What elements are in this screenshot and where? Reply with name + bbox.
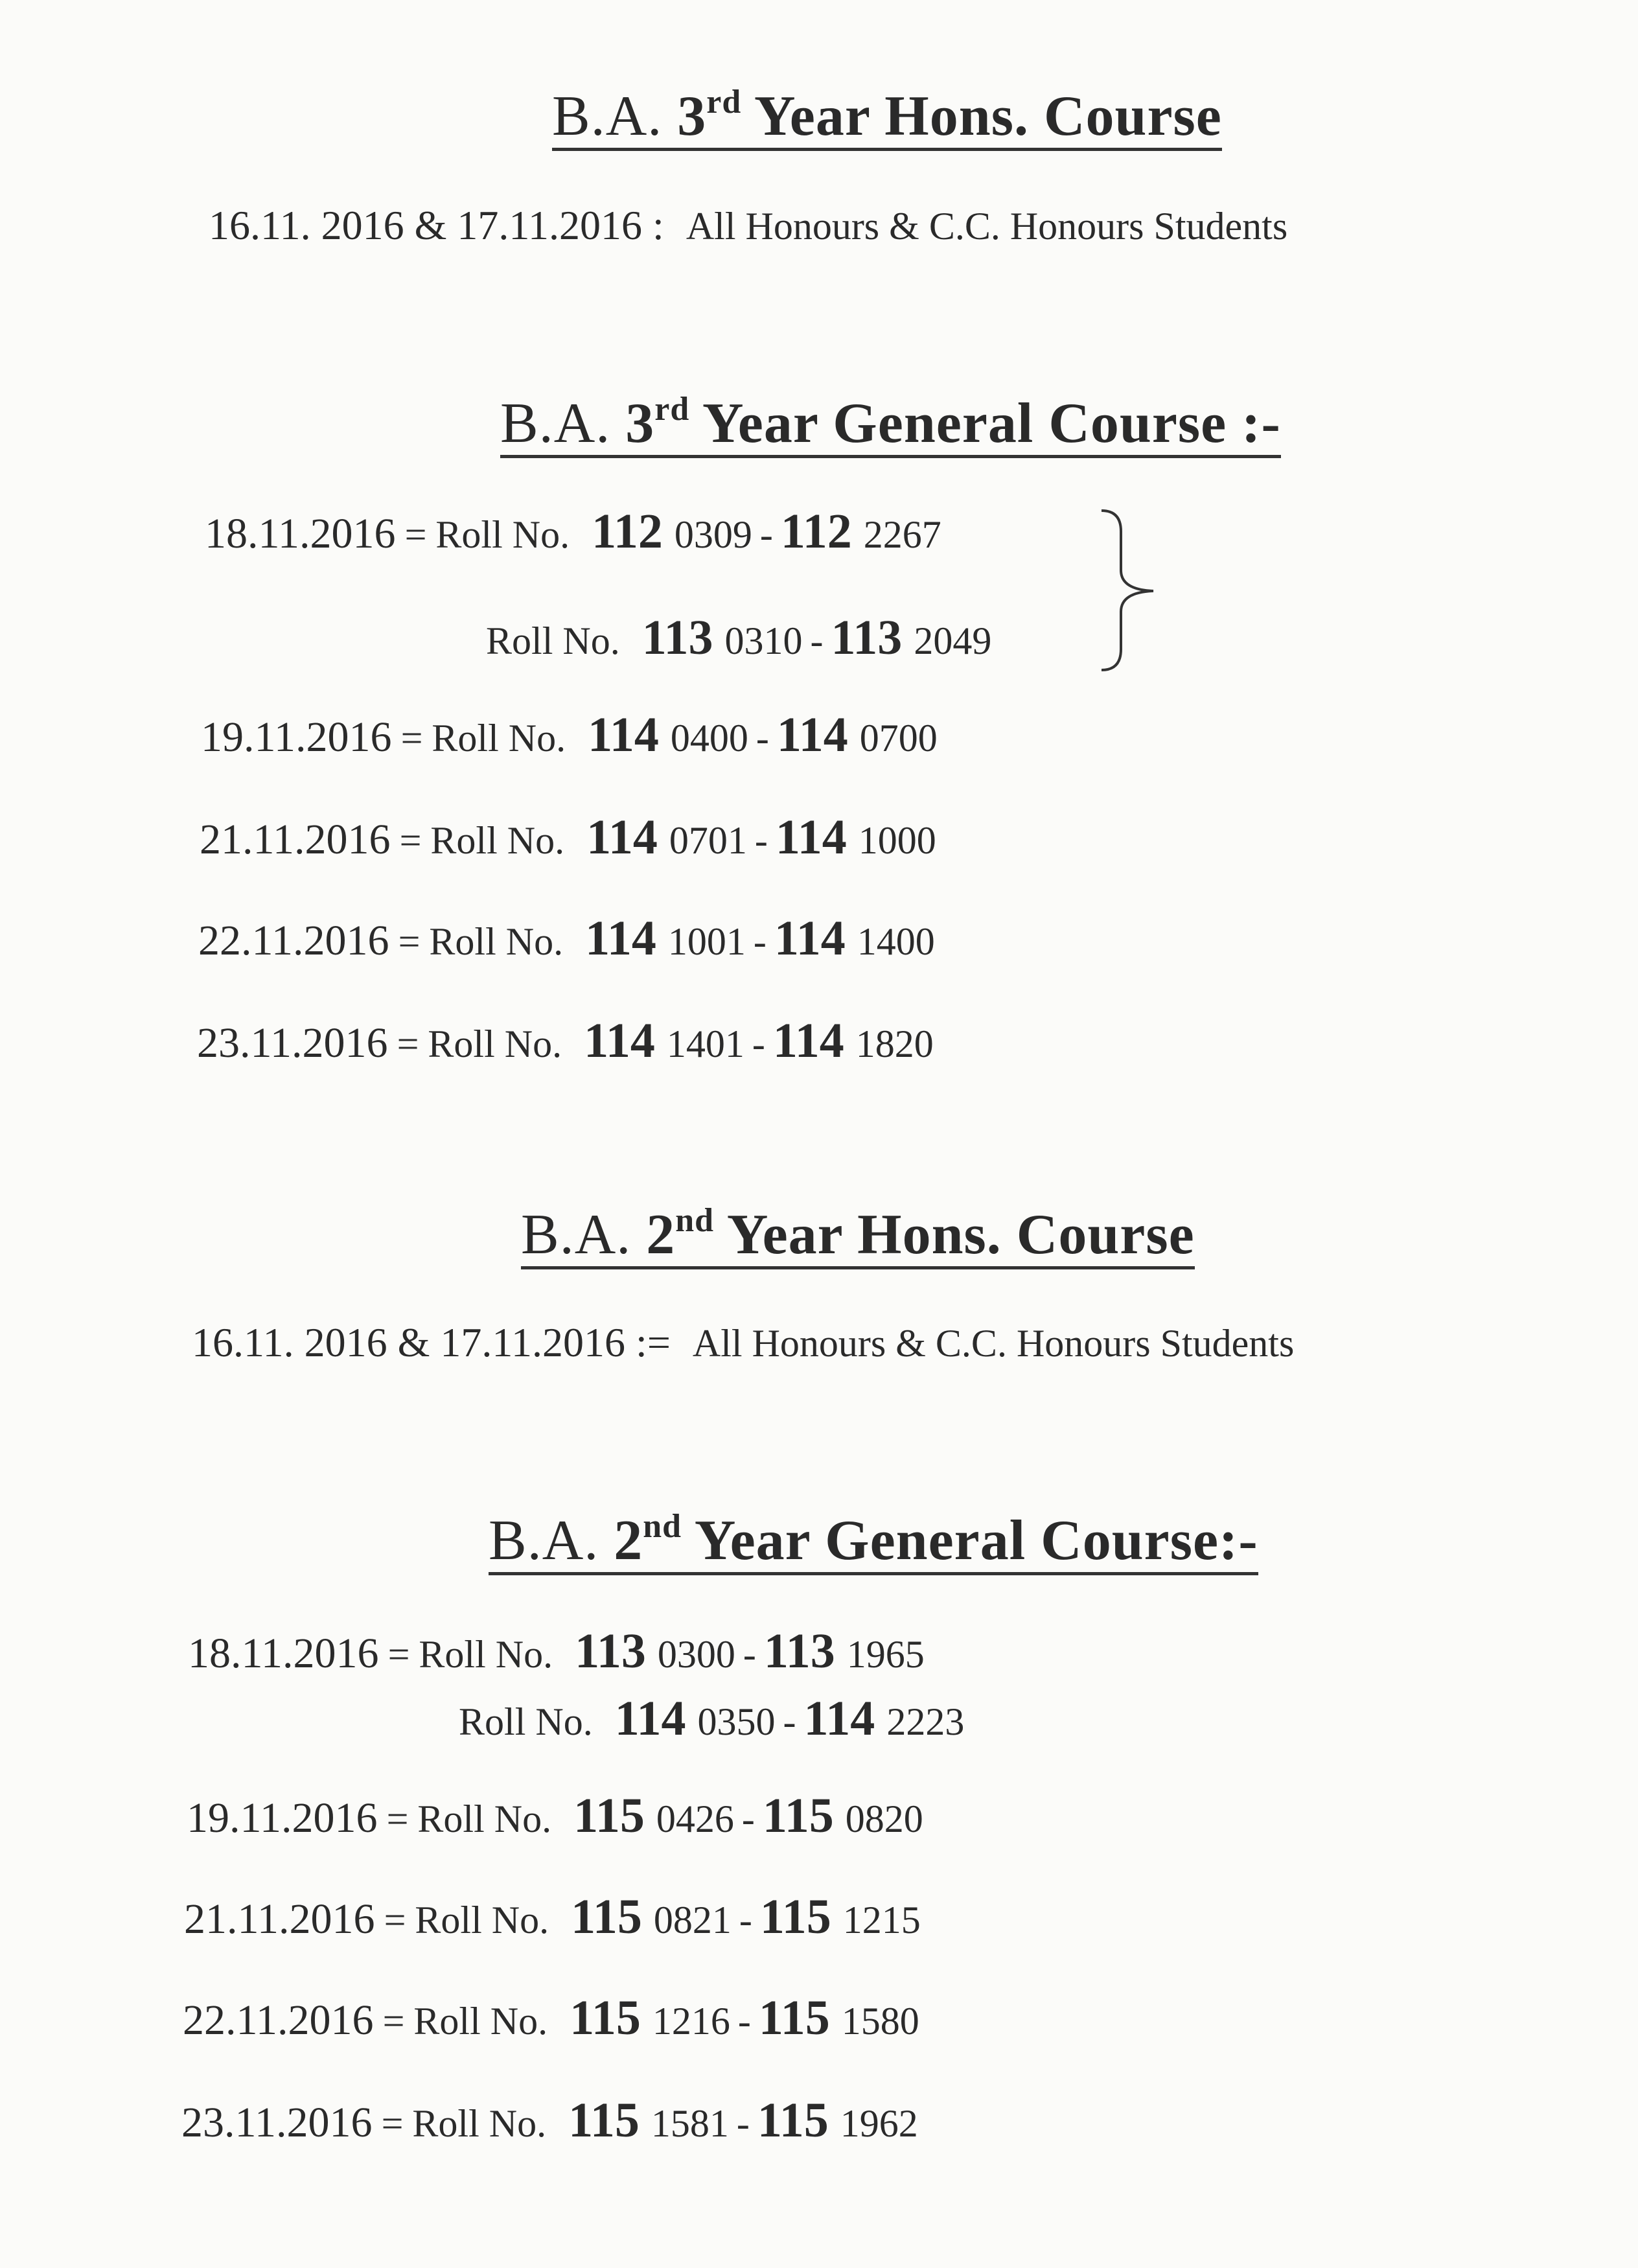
- schedule-row: 18.11.2016 = Roll No. 113 0300 - 113 1965: [188, 1624, 925, 1678]
- schedule-row: 22.11.2016 = Roll No. 115 1216 - 115 1580: [183, 1991, 919, 2045]
- heading-ba-2nd-general: B.A. 2nd Year General Course:-: [489, 1511, 1258, 1575]
- schedule-row: 21.11.2016 = Roll No. 114 0701 - 114 1000: [200, 810, 936, 864]
- schedule-row: 18.11.2016 = Roll No. 112 0309 - 112 2267: [205, 504, 941, 559]
- schedule-row: 22.11.2016 = Roll No. 114 1001 - 114 1400: [198, 911, 935, 966]
- heading-ba-3rd-general: B.A. 3rd Year General Course :-: [500, 394, 1281, 458]
- schedule-line-3rd-hons: 16.11. 2016 & 17.11.2016 : All Honours & C.C. Honours Students: [209, 202, 1288, 248]
- schedule-line-2nd-hons: 16.11. 2016 & 17.11.2016 := All Honours & C.C. Honours Students: [192, 1319, 1295, 1365]
- schedule-row: 23.11.2016 = Roll No. 115 1581 - 115 1962: [181, 2093, 918, 2147]
- heading-ba-2nd-hons: B.A. 2nd Year Hons. Course: [521, 1205, 1195, 1269]
- schedule-row: Roll No. 113 0310 - 113 2049: [486, 610, 992, 665]
- schedule-row: 21.11.2016 = Roll No. 115 0821 - 115 1215: [184, 1890, 921, 1944]
- schedule-row: 23.11.2016 = Roll No. 114 1401 - 114 1820: [197, 1013, 934, 1068]
- schedule-row: 19.11.2016 = Roll No. 115 0426 - 115 0820: [187, 1788, 923, 1843]
- schedule-row: Roll No. 114 0350 - 114 2223: [459, 1691, 965, 1746]
- curly-brace-icon: [1095, 505, 1166, 674]
- schedule-row: 19.11.2016 = Roll No. 114 0400 - 114 0700: [201, 708, 938, 762]
- heading-ba-3rd-hons: B.A. 3rd Year Hons. Course: [552, 87, 1222, 151]
